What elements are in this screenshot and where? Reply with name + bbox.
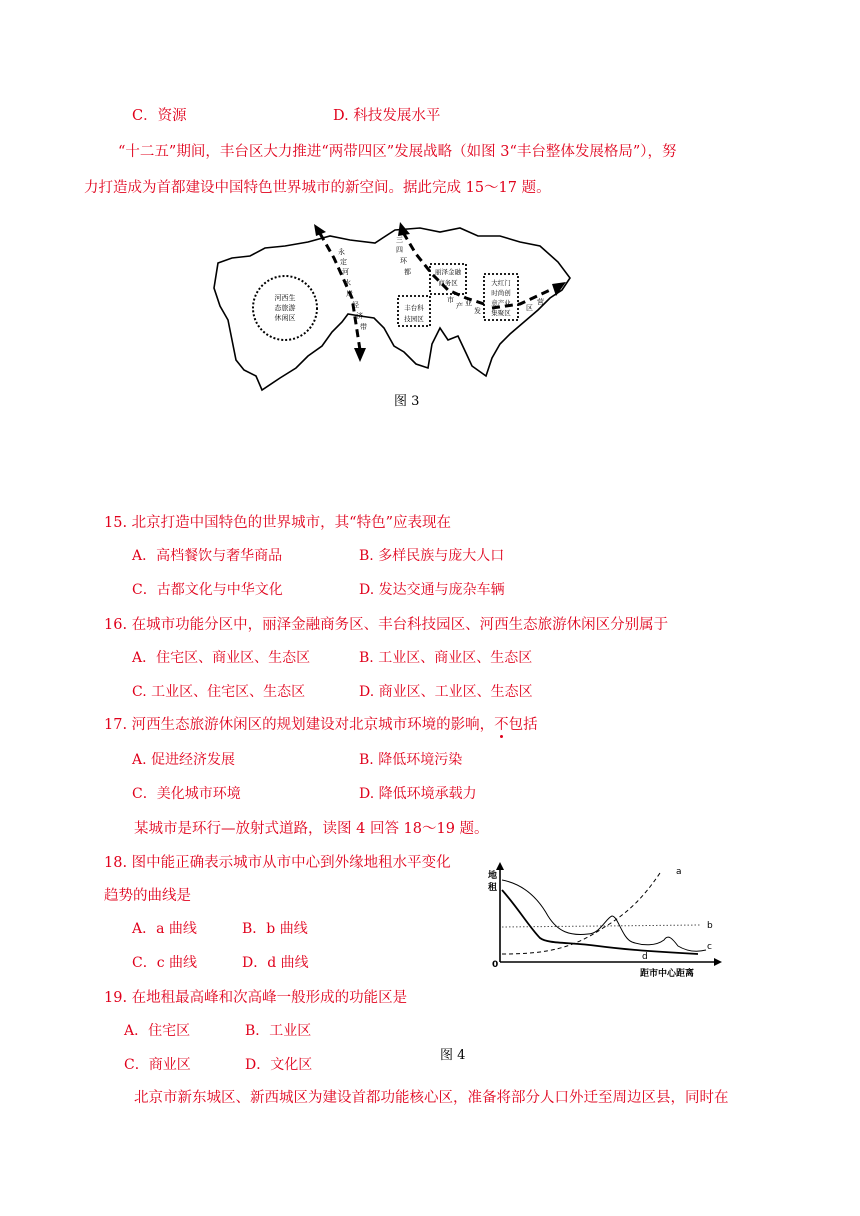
q17-option-c: C．美化城市环境 xyxy=(132,786,241,802)
east-arrow-icon xyxy=(552,282,566,296)
yd-char-4: 水 xyxy=(344,279,351,287)
q18-stem-line2: 趋势的曲线是 xyxy=(104,888,191,904)
chan-char-1: 市 xyxy=(447,296,454,304)
lize-label-1: 丽泽金融 xyxy=(435,268,461,276)
hexi-label-1: 河西生 xyxy=(274,294,296,302)
yd-char-1: 永 xyxy=(338,248,345,256)
yongding-arrow-up-icon xyxy=(314,224,326,236)
q16-option-a: A．住宅区、商业区、生态区 xyxy=(132,650,311,666)
dhm-label-1: 大红门 xyxy=(491,279,511,287)
q17-stem xyxy=(104,713,538,734)
q18-option-b: B．b 曲线 xyxy=(242,921,308,937)
q19-option-c: C．商业区 xyxy=(124,1057,191,1073)
option-c-top: C．资源 xyxy=(132,108,187,124)
yd-char-2: 定 xyxy=(340,258,347,266)
q17-option-d: D. 降低环境承载力 xyxy=(359,786,477,802)
curve-b-label: b xyxy=(707,921,713,931)
intro-paragraph-line1: “十二五”期间，丰台区大力推进“两带四区”发展战略（如图 3“丰台整体发展格局”），努 xyxy=(118,144,677,160)
figure-3-map xyxy=(210,218,580,396)
yd-char-3: 河 xyxy=(342,268,349,276)
q15-option-c: C．古都文化与中华文化 xyxy=(132,582,283,598)
q17-stem-pre: 17. 河西生态旅游休闲区的规划建设对北京城市环境的影响， xyxy=(104,717,495,733)
q19-stem: 19. 在地租最高峰和次高峰一般形成的功能区是 xyxy=(104,990,408,1006)
figure-3-caption: 图 3 xyxy=(394,394,420,409)
q15-option-b: B. 多样民族与庞大人口 xyxy=(359,548,505,564)
dhm-label-4: 集聚区 xyxy=(491,309,511,317)
option-d-top: D. 科技发展水平 xyxy=(333,108,441,124)
y-axis-arrow-icon xyxy=(496,862,504,870)
q16-option-b: B. 工业区、商业区、生态区 xyxy=(359,650,533,666)
q17-option-a: A. 促进经济发展 xyxy=(132,752,236,768)
q18-option-c: C．c 曲线 xyxy=(132,955,198,971)
yd-char-8: 带 xyxy=(360,323,367,331)
q19-option-a: A．住宅区 xyxy=(124,1023,191,1039)
sh-char-2: 四 xyxy=(396,246,403,254)
x-axis-arrow-icon xyxy=(714,958,722,966)
guang-char: 区 xyxy=(526,304,533,312)
q16-stem: 16. 在城市功能分区中，丽泽金融商务区、丰台科技园区、河西生态旅游休闲区分别属于 xyxy=(104,617,669,633)
ying-char: 营 xyxy=(537,298,544,306)
yd-char-5: 岸 xyxy=(346,290,353,298)
y-axis-label-1: 地 xyxy=(488,871,498,881)
hexi-label-2: 态旅游 xyxy=(274,304,296,312)
intro-paragraph-line2: 力打造成为首都建设中国特色世界城市的新空间。据此完成 15～17 题。 xyxy=(84,180,551,196)
dhm-label-2: 时尚创 xyxy=(491,289,511,297)
figure-4-chart xyxy=(478,858,728,982)
curve-c-line xyxy=(502,880,706,951)
curve-a-label: a xyxy=(676,867,682,877)
hexi-label-3: 休闲区 xyxy=(274,314,296,322)
q15-stem: 15. 北京打造中国特色的世界城市，其“特色”应表现在 xyxy=(104,515,451,531)
curve-c-label: c xyxy=(707,942,712,952)
q16-option-c: C. 工业区、住宅区、生态区 xyxy=(132,684,306,700)
sh-char-3: 环 xyxy=(400,257,407,265)
q17-emphasis-char-1: 不 xyxy=(494,717,509,733)
yd-char-7: 济 xyxy=(356,312,363,320)
dhm-label-3: 意产业 xyxy=(491,299,511,307)
bottom-paragraph: 北京市新东城区、新西城区为建设首都功能核心区，准备将部分人口外迁至周边区县，同时在 xyxy=(134,1090,729,1106)
q19-option-d: D．文化区 xyxy=(245,1057,313,1073)
fengtai-label-1: 丰台科 xyxy=(404,304,424,312)
yongding-arrow-down-icon xyxy=(354,348,366,362)
origin-label: 0 xyxy=(492,960,499,970)
figure-4-caption: 图 4 xyxy=(440,1048,466,1063)
q17-option-b: B. 降低环境污染 xyxy=(359,752,463,768)
chan-char-3: 业 xyxy=(465,299,472,307)
curve-d-line xyxy=(502,890,698,954)
yd-char-6: 经 xyxy=(352,301,359,309)
du-char: 都 xyxy=(404,268,411,276)
q19-option-b: B．工业区 xyxy=(245,1023,312,1039)
chan-char-2: 产 xyxy=(456,302,463,310)
intro2-paragraph: 某城市是环行—放射式道路，读图 4 回答 18～19 题。 xyxy=(134,821,489,837)
q18-option-a: A．a 曲线 xyxy=(132,921,197,937)
curve-d-label: d xyxy=(642,952,648,962)
q17-stem-post: 括 xyxy=(523,717,538,733)
x-axis-label: 距市中心距离 xyxy=(640,969,695,979)
q15-option-d: D. 发达交通与庞杂车辆 xyxy=(359,582,505,598)
q17-emphasis-char-2: 包 xyxy=(508,717,524,733)
curve-a-line xyxy=(502,873,660,954)
y-axis-label-2: 租 xyxy=(488,883,498,893)
q18-stem-line1: 18. 图中能正确表示城市从市中心到外缘地租水平变化 xyxy=(104,855,451,871)
district-outline xyxy=(214,228,570,390)
q15-option-a: A．高档餐饮与奢华商品 xyxy=(132,548,283,564)
sh-char-1: 三 xyxy=(396,236,403,244)
fengtai-label-2: 技园区 xyxy=(404,315,424,323)
an-char: 发 xyxy=(474,307,481,315)
lize-label-2: 商务区 xyxy=(438,279,458,287)
q16-option-d: D. 商业区、工业区、生态区 xyxy=(359,684,533,700)
q18-option-d: D．d 曲线 xyxy=(242,955,309,971)
